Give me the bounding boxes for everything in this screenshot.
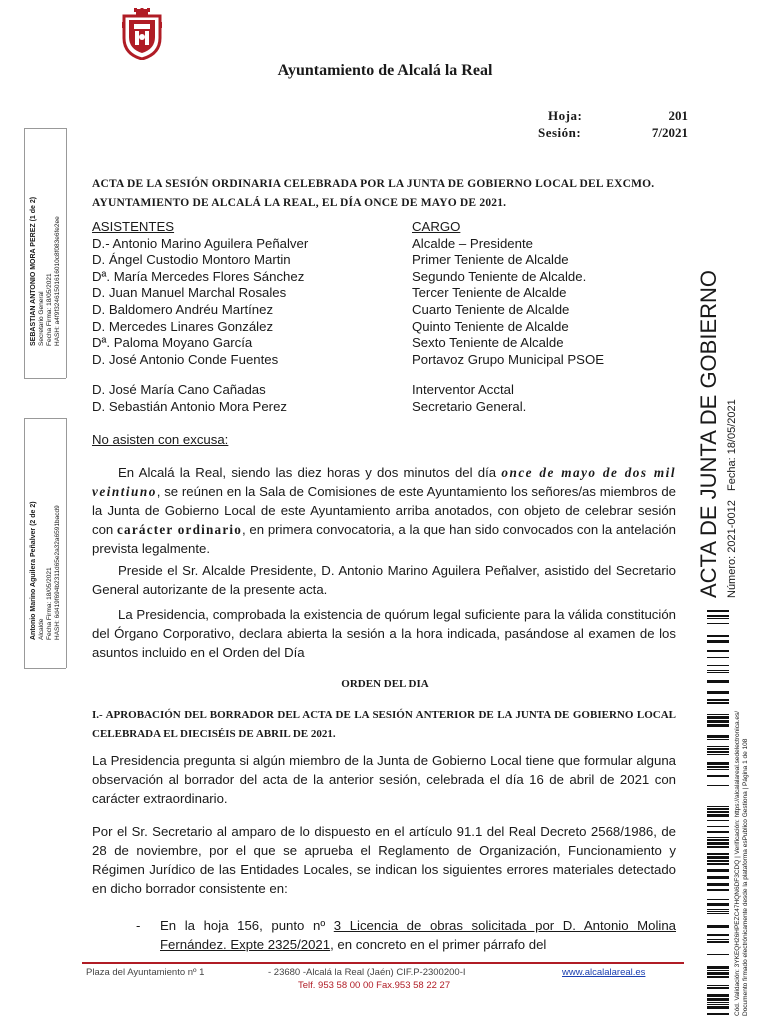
verification-code: Cód. Validación: 3YKEQH26HPEZC47HQN6DF3CDQ | Verificación: https://alcalalareal.sedelectronica.es/: [734, 710, 741, 1016]
official-role: Secretario General.: [412, 398, 527, 414]
coat-of-arms-logo: [120, 8, 164, 60]
attendee-name: D.- Antonio Marino Aguilera Peñalver: [92, 235, 309, 251]
emphasis-character: carácter ordinario: [117, 522, 243, 537]
attendee-name: Dª. Paloma Moyano García: [92, 335, 253, 351]
section-heading: I.- APROBACIÓN DEL BORRADOR DEL ACTA DE LA SESIÓN ANTERIOR DE LA JUNTA DE GOBIERNO LOCAL CELEBRADA EL DIECISÉIS DE ABRIL DE 2021.: [92, 709, 676, 740]
bullet-item: [160, 916, 676, 954]
paragraph-session-opening: [92, 463, 676, 558]
attendee-role: Cuarto Teniente de Alcalde: [412, 301, 570, 317]
footer-divider: [82, 962, 684, 964]
acta-stamp-title: ACTA DE JUNTA DE GOBIERNO: [696, 269, 721, 598]
attendee-name: D. Mercedes Linares González: [92, 318, 274, 334]
footer-phone: Telf. 953 58 00 00 Fax.953 58 22 27: [298, 980, 451, 991]
signer-role: Secretario General: [38, 291, 45, 346]
attendee-name: D. Ángel Custodio Montoro Martin: [92, 252, 291, 268]
attendee-name: D. Baldomero Andréu Martínez: [92, 301, 274, 317]
orden-del-dia-heading: ORDEN DEL DIA: [341, 678, 429, 690]
attendee-role: Tercer Teniente de Alcalde: [412, 285, 567, 301]
official-role: Interventor Acctal: [412, 382, 514, 397]
attendees-column: [92, 219, 412, 368]
attendee-role: Primer Teniente de Alcalde: [412, 252, 569, 268]
signature-hash: HASH: a4f9f32461501616010c8f083e6fe2ee: [54, 216, 61, 346]
hoja-label: Hoja:: [548, 108, 583, 123]
act-title: ACTA DE LA SESIÓN ORDINARIA CELEBRADA POR LA JUNTA DE GOBIERNO LOCAL DEL EXCMO. AYUNTAMIENTO DE ALCALÁ LA REAL, EL DÍA ONCE DE MAYO DE 2021.: [92, 178, 655, 209]
official-name: D. Sebastián Antonio Mora Perez: [92, 398, 287, 414]
verification-text: [734, 711, 750, 1016]
signature-divider: [24, 418, 25, 668]
hoja-value: 201: [668, 108, 688, 123]
asistentes-header: ASISTENTES: [92, 219, 175, 234]
attendee-role: Alcalde – Presidente: [412, 235, 533, 251]
signature-hash: HASH: 6d419f694b2311d65e2a32a6591bacd9: [54, 505, 61, 640]
signature-divider: [66, 128, 67, 378]
signature-block-second: [30, 501, 62, 640]
signature-platform-note: Documento firmado electrónicamente desde la plataforma esPublico Gestiona | Página 1 de 108: [742, 738, 749, 1016]
signature-date: Fecha Firma: 18/05/2021: [46, 273, 53, 346]
attendee-role: Quinto Teniente de Alcalde: [412, 318, 569, 334]
emphasis-date: once de mayo de dos mil veintiuno: [92, 465, 676, 499]
footer-address: Plaza del Ayuntamiento nº 1: [86, 967, 205, 978]
acta-stamp-meta: [726, 399, 738, 598]
signature-divider: [24, 378, 66, 379]
text-run: , en concreto en el primer párrafo del: [330, 937, 547, 952]
signature-divider: [24, 128, 66, 129]
attendee-role: Sexto Teniente de Alcalde: [412, 335, 564, 351]
bullet-marker: -: [136, 918, 141, 933]
signature-divider: [24, 668, 66, 669]
text-run: En la hoja 156, punto nº: [160, 918, 326, 933]
referenced-item: 3 Licencia de obras solicitada por D. Antonio Molina Fernández. Expte 2325/2021: [160, 918, 677, 952]
attendee-name: D. José Antonio Conde Fuentes: [92, 351, 279, 367]
text-run: , se reúnen en la Sala de Comisiones de este Ayuntamiento los señores/as miembros de la Junta de Gobierno Local de este Ayuntamiento arriba anotados, con objeto de celebrar sesión con: [92, 484, 676, 537]
sesion-label: Sesión:: [538, 125, 582, 140]
roles-column: [412, 219, 682, 368]
footer-city: - 23680 -Alcalá la Real (Jaén) CIF.P-2300200-I: [268, 967, 466, 978]
cargo-header: CARGO: [412, 219, 461, 234]
signature-block-first: [30, 197, 62, 346]
stamp-date: Fecha: 18/05/2021: [726, 399, 738, 491]
signature-divider: [24, 418, 66, 419]
paragraph-secretary-errors: Por el Sr. Secretario al amparo de lo dispuesto en el artículo 91.1 del Real Decreto 2568/1986, de 28 de noviembre, por el que se aprueba el Reglamento de Organización, Funcionamiento y Régimen Jurídico de las Entidades Locales, se indican los siguientes errores materiales detectado en dicho borrador consistente en:: [92, 824, 676, 896]
signature-divider: [66, 418, 67, 668]
signature-date: Fecha Firma: 18/05/2021: [46, 567, 53, 640]
officials-column: [92, 382, 412, 415]
officials-roles-column: [412, 382, 682, 415]
attendee-role: Segundo Teniente de Alcalde.: [412, 268, 587, 284]
official-name: D. José María Cano Cañadas: [92, 382, 266, 397]
barcode: [707, 610, 729, 1018]
text-run: , en primera convocatoria, a la que han sido convocados con la antelación prevista legalmente.: [92, 522, 676, 556]
paragraph-presides: Preside el Sr. Alcalde Presidente, D. Antonio Marino Aguilera Peñalver, asistido del Secretario General autorizante de la presente acta.: [92, 563, 676, 597]
stamp-number: Número: 2021-0012: [726, 500, 738, 598]
signer-role: Alcalde: [38, 618, 45, 640]
paragraph-presidency-question: La Presidencia pregunta si algún miembro de la Junta de Gobierno Local tiene que formular alguna observación al borrador del acta de la anterior sesión, celebrada el día 16 de abril de 2021 con carácter extraordinario.: [92, 753, 676, 806]
paragraph-quorum: La Presidencia, comprobada la existencia de quórum legal suficiente para la válida constitución del Órgano Corporativo, declara abierta la sesión a la hora indicada, pasándose al examen de los asuntos incluido en el Orden del Día: [92, 607, 676, 660]
sesion-value: 7/2021: [651, 125, 688, 140]
absent-label: No asisten con excusa:: [92, 432, 229, 447]
footer-website-link[interactable]: www.alcalalareal.es: [562, 967, 646, 978]
text-run: En Alcalá la Real, siendo las diez horas y dos minutos del día: [118, 465, 497, 480]
attendee-name: Dª. María Mercedes Flores Sánchez: [92, 268, 305, 284]
signer-name: SEBASTIAN ANTONIO MORA PEREZ (1 de 2): [30, 196, 37, 346]
signer-name: Antonio Marino Aguilera Peñalver (2 de 2): [30, 501, 37, 640]
attendee-name: D. Juan Manuel Marchal Rosales: [92, 285, 287, 301]
attendee-role: Portavoz Grupo Municipal PSOE: [412, 351, 605, 367]
signature-divider: [24, 128, 25, 378]
page-header-title: Ayuntamiento de Alcalá la Real: [277, 62, 493, 79]
